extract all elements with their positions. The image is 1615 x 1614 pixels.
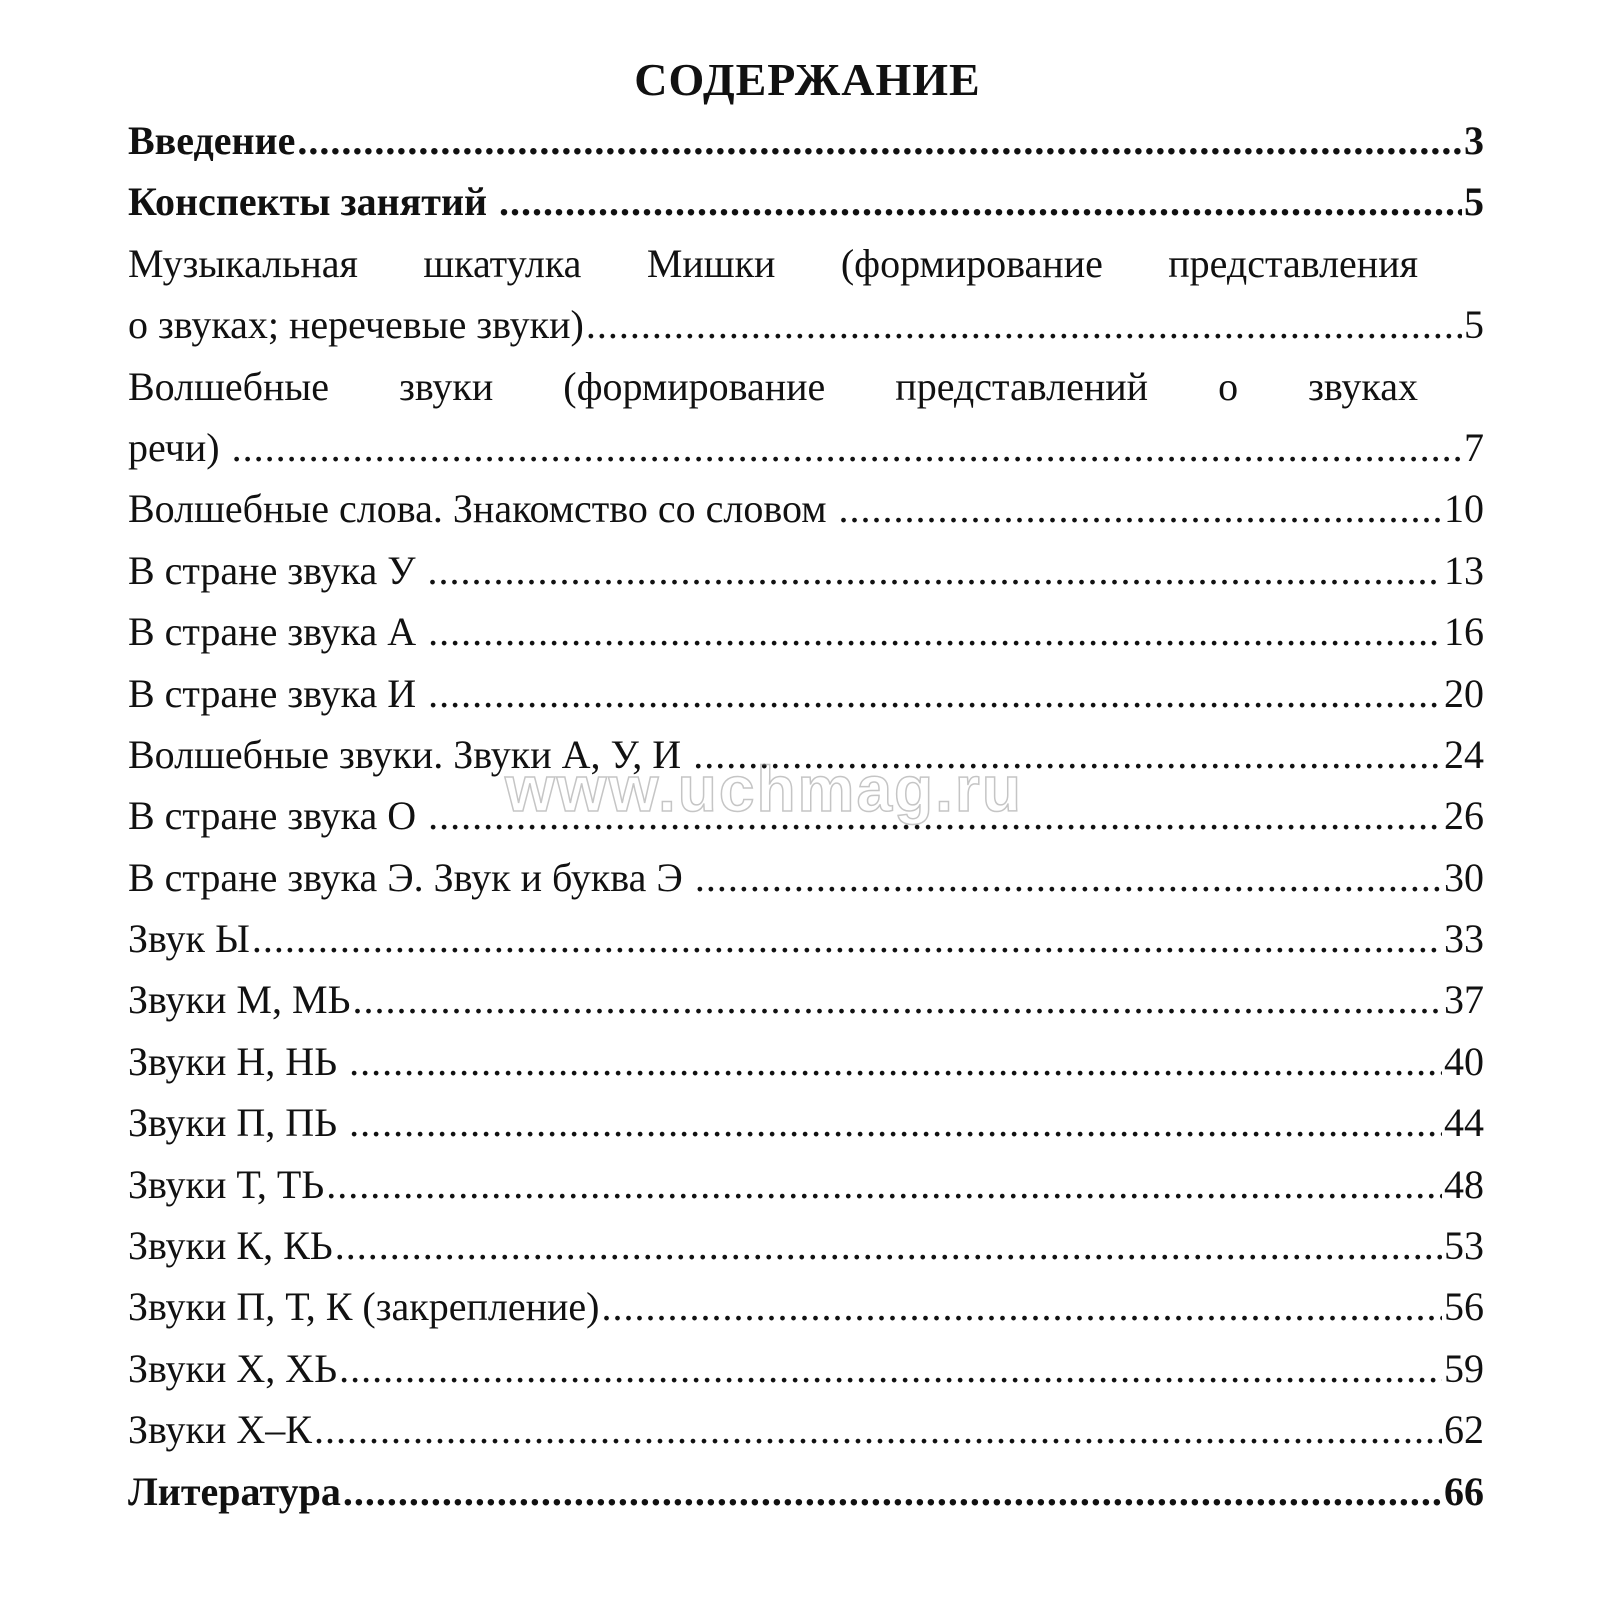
toc-entry[interactable]: [128, 785, 1484, 846]
toc-entry-page: 56: [1444, 1284, 1484, 1330]
dot-leader: [314, 1399, 1442, 1460]
toc-entry[interactable]: [128, 1276, 1484, 1337]
toc-entry[interactable]: [128, 1092, 1484, 1153]
toc-entry-page: 30: [1444, 854, 1484, 900]
toc-entry-title: Конспекты занятий: [128, 179, 498, 225]
toc-entry-title: Волшебные звуки. Звуки А, У, И: [128, 731, 692, 777]
toc-entry[interactable]: [128, 663, 1484, 724]
dot-leader: [428, 785, 1442, 846]
dot-leader: [428, 601, 1442, 662]
toc-entry-page: 33: [1444, 916, 1484, 962]
toc-entry[interactable]: [128, 110, 1484, 171]
toc-entry-title: Звуки П, Т, К (закрепление): [128, 1284, 600, 1330]
toc-entry-page: 10: [1444, 486, 1484, 532]
toc-entry-title: Волшебные слова. Знакомство со словом: [128, 486, 837, 532]
toc-entry[interactable]: [128, 724, 1484, 785]
toc-entry-title: В стране звука Э. Звук и буква Э: [128, 854, 693, 900]
toc-entry-page: 44: [1444, 1100, 1484, 1146]
toc-entry[interactable]: [128, 1031, 1484, 1092]
dot-leader: [353, 969, 1443, 1030]
toc-entry-continuation: речи): [128, 424, 230, 470]
toc-entry-page: 26: [1444, 793, 1484, 839]
toc-entry-continuation: о звуках; неречевые звуки): [128, 302, 584, 348]
dot-leader: [601, 1276, 1442, 1337]
toc-entry-page: 59: [1444, 1345, 1484, 1391]
toc-entry[interactable]: [128, 1399, 1484, 1460]
toc-entry-page: 40: [1444, 1038, 1484, 1084]
toc-entry[interactable]: [128, 417, 1484, 478]
toc-entry-title: Звуки Н, НЬ: [128, 1038, 348, 1084]
dot-leader: [693, 724, 1442, 785]
toc-entry[interactable]: [128, 847, 1484, 908]
toc-entry-page: 48: [1444, 1161, 1484, 1207]
toc-entry[interactable]: [128, 1338, 1484, 1399]
page-title: СОДЕРЖАНИЕ: [634, 54, 981, 105]
toc-entry-page: 5: [1464, 302, 1484, 348]
toc-entry-title: В стране звука О: [128, 793, 427, 839]
toc-entry[interactable]: [128, 601, 1484, 662]
toc-entry[interactable]: [128, 540, 1484, 601]
toc-entry-page: 53: [1444, 1223, 1484, 1269]
dot-leader: [339, 1338, 1442, 1399]
toc-entry-page: 7: [1464, 424, 1484, 470]
toc-entry-title: Звуки Х, ХЬ: [128, 1345, 338, 1391]
dot-leader: [343, 1461, 1442, 1522]
toc-entry-page: 20: [1444, 670, 1484, 716]
toc-entry[interactable]: [128, 1154, 1484, 1215]
dot-leader: [428, 663, 1442, 724]
dot-leader: [252, 908, 1442, 969]
toc-entry[interactable]: [128, 908, 1484, 969]
toc-entry-title: В стране звука А: [128, 609, 427, 655]
toc-entry-title: В стране звука И: [128, 670, 427, 716]
dot-leader: [297, 110, 1462, 171]
toc-entry-title: Звуки Т, ТЬ: [128, 1161, 325, 1207]
toc-entry-title: Музыкальная шкатулка Мишки (формирование представления: [128, 240, 1418, 286]
toc-entry[interactable]: [128, 171, 1484, 232]
dot-leader: [428, 540, 1442, 601]
toc-entry-page: 3: [1464, 118, 1484, 163]
toc-entry[interactable]: [128, 294, 1484, 355]
toc-entry-page: 16: [1444, 609, 1484, 655]
dot-leader: [695, 847, 1442, 908]
toc-entry-page: 66: [1444, 1468, 1484, 1514]
dot-leader: [335, 1215, 1442, 1276]
toc-entry-title: Звук Ы: [128, 916, 250, 962]
toc-entry-page: 62: [1444, 1407, 1484, 1453]
toc-entry-page: 5: [1464, 179, 1484, 225]
toc-entry-title: Звуки П, ПЬ: [128, 1100, 348, 1146]
watermark: www.uchmag.ru: [505, 753, 1023, 825]
toc-entry-title: Введение: [128, 118, 296, 163]
toc-entry[interactable]: [128, 478, 1484, 539]
toc-entry[interactable]: [128, 1461, 1484, 1522]
dot-leader: [839, 478, 1442, 539]
toc-entry-title: Литература: [128, 1468, 341, 1514]
dot-leader: [349, 1031, 1442, 1092]
toc-entry-title: В стране звука У: [128, 547, 426, 593]
toc-entry-title: Звуки К, КЬ: [128, 1223, 333, 1269]
toc-entry-title: Звуки Х–К: [128, 1407, 312, 1453]
toc-entry-page: 13: [1444, 547, 1484, 593]
dot-leader: [586, 294, 1462, 355]
toc-entry[interactable]: [128, 1215, 1484, 1276]
dot-leader: [499, 171, 1462, 232]
toc-entry-title: Волшебные звуки (формирование представлений о звуках: [128, 363, 1418, 409]
toc-entry-first-line[interactable]: [128, 356, 1418, 417]
toc-entry-title: Звуки М, МЬ: [128, 977, 351, 1023]
dot-leader: [349, 1092, 1442, 1153]
table-of-contents: [128, 110, 1484, 1522]
toc-entry-page: 37: [1444, 977, 1484, 1023]
toc-entry-first-line[interactable]: [128, 233, 1418, 294]
dot-leader: [326, 1154, 1442, 1215]
toc-entry[interactable]: [128, 969, 1484, 1030]
dot-leader: [232, 417, 1462, 478]
toc-entry-page: 24: [1444, 731, 1484, 777]
